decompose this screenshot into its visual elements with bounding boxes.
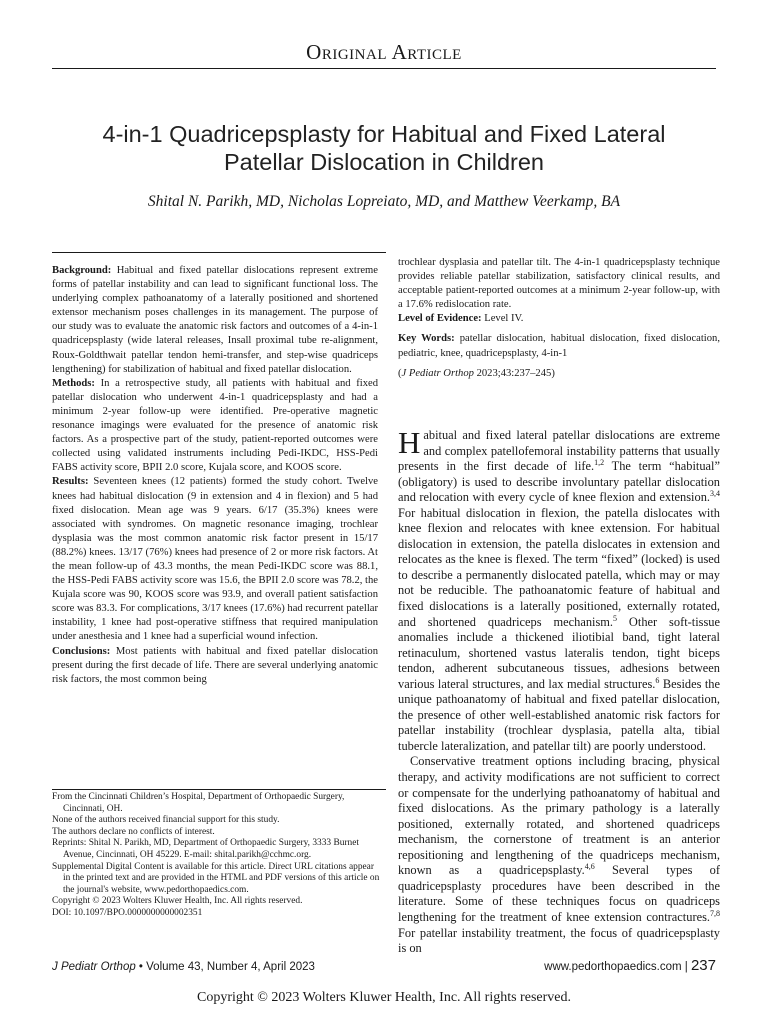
footnote-rule [52,789,386,790]
background-text: Habitual and fixed patellar dislocations represent extreme forms of patellar instability and can lead to significant functional loss. The underlying complex pathoanatomy of a laterally positioned and shortened extensor mechanism poses challenges in its management. The purpose of our study was to evaluate the anatomic risk factors and outcomes of a 4-in-1 quadricepsplasty (wide lateral releases, Insall proximal tube re-alignment, Roux-Goldthwait patellar tendon hemi-transfer, and step-wise quadriceps lengthening) for stabilization of habitual and fixed patellar dislocation. [52,265,378,375]
footnote-reprints: Reprints: Shital N. Parikh, MD, Department of Orthopaedic Surgery, 3333 Burnet Avenue, Cincinnati, OH 45229. E-mail: shital.parikh@cchmc.org. [52,838,359,860]
abstract-methods [52,377,378,476]
methods-text: In a retrospective study, all patients with habitual and fixed patellar dislocation who underwent 4-in-1 quadricepsplasty and had a minimum 2-year follow-up were identified. Pre-operative magnetic resonance imagings were evaluated for the presence of anatomic risk factors. As a prospective part of the study, patient-reported outcomes were collected using validated instruments including Pedi-IKDC, HSS-Pedi FABS activity score, BPII 2.0 score, Kujala score, and KOOS score. [52,377,379,474]
results-label: Results: [52,476,89,488]
conclusions-label: Conclusions: [52,645,111,657]
ref-link[interactable]: 3,4 [710,489,720,499]
methods-label: Methods: [52,377,95,389]
website-link[interactable]: www.pedorthopaedics.com [544,961,682,973]
footnote-funding: None of the authors received financial support for this study. [52,815,280,826]
loe-label: Level of Evidence: [398,313,482,325]
body-text [398,425,720,957]
keywords-label: Key Words: [398,333,455,345]
abstract-conclusions [52,645,378,687]
header-rule [52,68,716,69]
title-line-2: Patellar Dislocation in Children [223,149,544,175]
level-of-evidence [398,312,720,326]
body-paragraph-2: Conservative treatment options including bracing, physical therapy, and activity modifications are not sufficient to correct or compensate for the underlying pathoanatomy of habitual and fixed dislocations. As the primary pathology is a laterally positioned, externally rotated, and shortened quadriceps mechanism, the cornerstone of treatment is an anterior repositioning and lengthening of the quadriceps mechanism, known as a quadricepsplasty.$^{4,6}$ Several types of quadricepsplasty procedures have been described in the literature. Some of these techniques focus on quadriceps lengthening for the treatment of knee extension contractures.$^{7,8}$ For patellar instability treatment, the focus of quadricepsplasty is on [398,754,720,956]
background-label: Background: [52,265,112,276]
ref-link[interactable]: 7,8 [710,908,720,918]
abstract-rule [52,252,386,253]
footnote-supplemental: Supplemental Digital Content is available for this article. Direct URL citations appear in the printed text and are provided in the HTML and PDF versions of this article on the journal's website, www.pedorthopaedics.com. [52,861,380,895]
running-footer-right: www.pedorthopaedics.com | 237 [544,957,716,974]
author-list: Shital N. Parikh, MD, Nicholas Lopreiato, MD, and Matthew Veerkamp, BA [147,193,621,210]
footnote-copyright: Copyright © 2023 Wolters Kluwer Health, Inc. All rights reserved. [52,896,303,907]
title-line-1: 4-in-1 Quadricepsplasty for Habitual and Fixed Lateral [102,121,666,147]
conclusions-text: Most patients with habitual and fixed patellar dislocation present during the first decade of life. There are several underlying anatomic risk factors, the most common being [52,645,378,685]
ref-link[interactable]: 1,2 [594,457,605,467]
loe-text: Level IV. [484,313,524,325]
article-title [40,120,728,176]
citation: (J Pediatr Orthop 2023;43:237–245) [398,367,555,379]
ref-link[interactable]: 4,6 [584,862,595,872]
section-label: Original Article [306,40,462,64]
page-number: 237 [690,957,716,974]
citation-details: 2023;43:237–245) [476,367,555,379]
body-paragraph-1: Habitual and fixed lateral patellar dislocations are extreme and complex patellofemoral instability patterns that usually presents in the first decade of life.$^{1,2}$ The term “habitual” (obligatory) is used to describe involuntary patellar dislocation and relocation with every cycle of knee flexion and extension.$^{3,4}$ For habitual dislocation in flexion, the patella dislocates with knee flexion and relocates with knee extension. For habitual dislocation in extension, the patella dislocates in extension and relocates as the knee is flexed. The term “fixed” (locked) is used to describe a permanently dislocated patella, which may or may not be reducible. The pathoanatomic feature of habitual and fixed dislocations is a laterally positioned, externally rotated, and shortened quadriceps mechanism.$^5$ Other soft-tissue anomalies include a thickened iliotibial band, tight lateral retinaculum, shortened vastus lateralis tendon, tight biceps tendon, adherent subcutaneous tissues, adhesions between various lateral structures, and lax medial structures.$^6$ Besides the unique pathoanatomy of habitual and fixed patellar dislocation, the presence of other well-established anatomic risk factors for patellar instability (trochlear dysplasia, patella alta, tibial tubercle lateralization, and patellar tilt) are poorly understood. [398,425,720,753]
abstract-left-column [52,264,378,687]
key-words [398,332,720,360]
conclusions-continued: trochlear dysplasia and patellar tilt. The 4-in-1 quadricepsplasty technique provides reliable patellar stabilization, satisfactory clinical results, and acceptable patient-reported outcomes at a minimum 2-year follow-up, with a 17.6% redislocation rate. [398,257,720,311]
abstract-right-column [398,256,720,381]
abstract-results [52,475,378,644]
ref-link[interactable]: 5 [613,613,618,623]
keywords-text: patellar dislocation, habitual dislocation, fixed dislocation, pediatric, knee, quadricepsplasty, 4-in-1 [398,333,720,359]
abstract-background [52,264,378,377]
ref-link[interactable]: 6 [655,675,660,685]
footnote-conflicts: The authors declare no conflicts of interest. [52,826,215,837]
footnotes [52,792,382,920]
footnote-doi[interactable]: DOI: 10.1097/BPO.0000000000002351 [52,907,203,918]
footnote-affiliation: From the Cincinnati Children’s Hospital, Department of Orthopaedic Surgery, Cincinnati, OH. [52,792,345,814]
copyright-notice: Copyright © 2023 Wolters Kluwer Health, Inc. All rights reserved. [197,990,571,1005]
results-text: Seventeen knees (12 patients) formed the study cohort. Twelve knees had habitual dislocation (9 in extension and 4 in flexion) and 5 had fixed dislocation. Mean age was 9 years. 6/17 (35.3%) knees were associated with syndromes. On magnetic resonance imaging, trochlear dysplasia was the most common anatomic risk factor present in 15/17 (88.2%) knees. 13/17 (76%) knees had presence of 2 or more risk factors. At the mean follow-up of 43.3 months, the mean Pedi-IKDC score was 88.1, the HSS-Pedi FABS activity score was 15.6, the BPII 2.0 score was 78.2, the Kujala score was 90, KOOS score was 93.9, and overall patient satisfaction score was 83.3. For complications, 3/17 knees (17.6%) had recurrent patellar instability, 1 knee had post-operative stiffness that required manipulation under anesthesia and 1 knee had a superficial wound infection. [52,476,378,643]
citation-journal: J Pediatr Orthop [401,367,474,379]
running-footer-journal: J Pediatr Orthop • Volume 43, Number 4, April 2023 [52,961,315,973]
issue-info: • Volume 43, Number 4, April 2023 [135,961,315,973]
drop-cap: H [398,425,421,460]
